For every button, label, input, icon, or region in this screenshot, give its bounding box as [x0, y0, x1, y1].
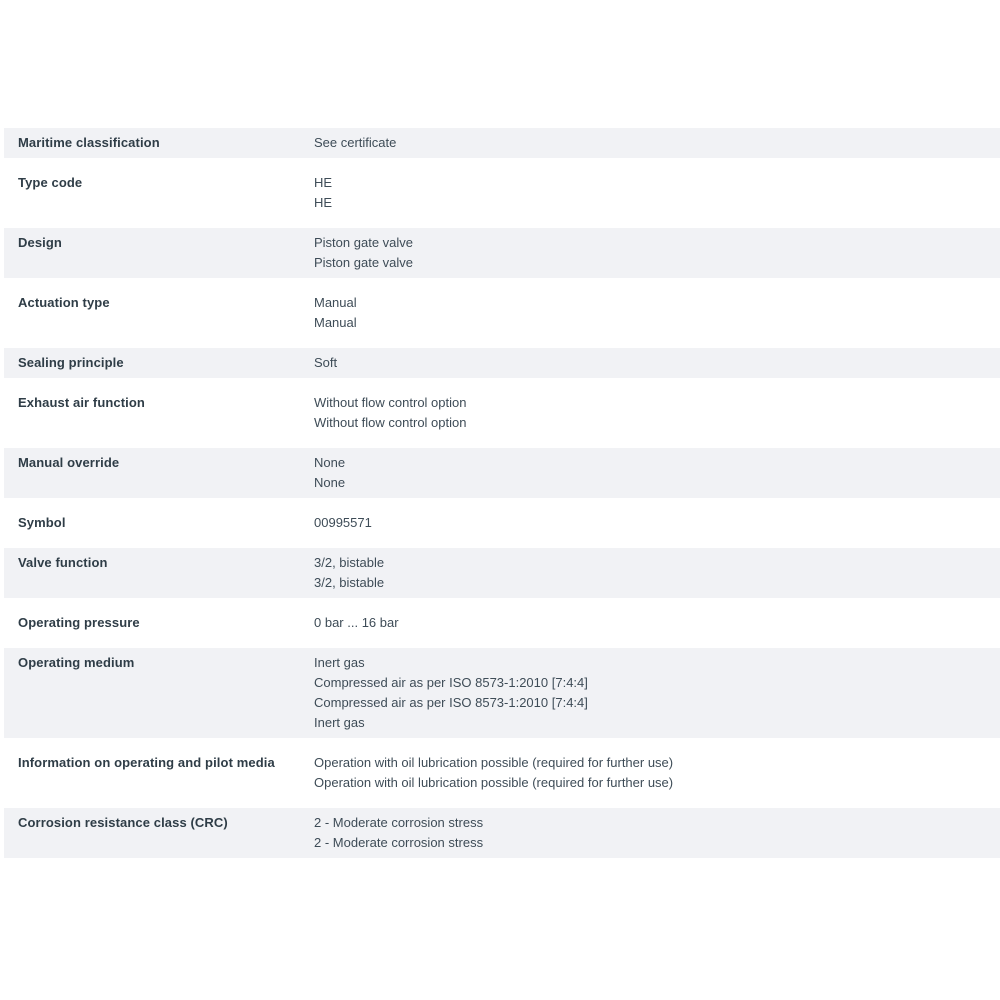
spec-value-line: Compressed air as per ISO 8573-1:2010 [7:4:4] [314, 675, 588, 690]
spec-row [4, 608, 1000, 638]
spec-value-line: Compressed air as per ISO 8573-1:2010 [7:4:4] [314, 695, 588, 710]
spec-row [4, 168, 1000, 218]
spec-row [4, 548, 1000, 598]
spec-row [4, 128, 1000, 158]
spec-value-line: None [314, 455, 346, 470]
spec-row-label: Operating pressure [18, 615, 140, 630]
spec-row [4, 348, 1000, 378]
spec-value-line: 3/2, bistable [314, 575, 385, 590]
spec-value-line: Piston gate valve [314, 255, 414, 270]
spec-value-line: See certificate [314, 135, 397, 150]
spec-table [4, 128, 1000, 868]
spec-row-values [314, 753, 673, 793]
spec-row-label: Operating medium [18, 655, 135, 670]
spec-value-line: HE [314, 195, 333, 210]
spec-value-line: Inert gas [314, 655, 365, 670]
spec-row-values [314, 653, 588, 733]
spec-row [4, 288, 1000, 338]
spec-row-label: Corrosion resistance class (CRC) [18, 815, 228, 830]
spec-row [4, 228, 1000, 278]
spec-row-values [314, 293, 357, 333]
spec-row-values [314, 453, 345, 493]
spec-row [4, 388, 1000, 438]
spec-row [4, 748, 1000, 798]
spec-value-line: 0 bar ... 16 bar [314, 615, 399, 630]
spec-row-label: Maritime classification [18, 135, 160, 150]
spec-value-line: Soft [314, 355, 338, 370]
spec-value-line: None [314, 475, 346, 490]
spec-row-values [314, 233, 413, 273]
spec-value-line: 2 - Moderate corrosion stress [314, 815, 484, 830]
spec-value-line: 00995571 [314, 515, 372, 530]
spec-row-values [314, 613, 399, 633]
spec-row-label: Design [18, 235, 62, 250]
spec-value-line: Inert gas [314, 715, 365, 730]
spec-row [4, 448, 1000, 498]
spec-value-line: Without flow control option [314, 395, 467, 410]
spec-row-label: Actuation type [18, 295, 110, 310]
spec-value-line: 2 - Moderate corrosion stress [314, 835, 484, 850]
spec-row-values [314, 133, 396, 153]
spec-row [4, 508, 1000, 538]
spec-row-values [314, 513, 372, 533]
spec-row-label: Symbol [18, 515, 66, 530]
spec-row-label: Type code [18, 175, 83, 190]
spec-row-values [314, 173, 332, 213]
spec-value-line: HE [314, 175, 333, 190]
spec-row-label: Manual override [18, 455, 120, 470]
spec-row-label: Information on operating and pilot media [18, 755, 275, 770]
spec-value-line: Manual [314, 295, 357, 310]
spec-value-line: Without flow control option [314, 415, 467, 430]
spec-value-line: Operation with oil lubrication possible (required for further use) [314, 775, 674, 790]
spec-row [4, 808, 1000, 858]
spec-row-values [314, 353, 337, 373]
spec-row-label: Valve function [18, 555, 108, 570]
spec-value-line: Manual [314, 315, 357, 330]
spec-value-line: Piston gate valve [314, 235, 414, 250]
spec-row [4, 648, 1000, 738]
spec-row-values [314, 393, 466, 433]
spec-value-line: 3/2, bistable [314, 555, 385, 570]
spec-row-values [314, 553, 384, 593]
spec-row-label: Exhaust air function [18, 395, 145, 410]
spec-row-values [314, 813, 483, 853]
spec-value-line: Operation with oil lubrication possible (required for further use) [314, 755, 674, 770]
spec-row-label: Sealing principle [18, 355, 124, 370]
